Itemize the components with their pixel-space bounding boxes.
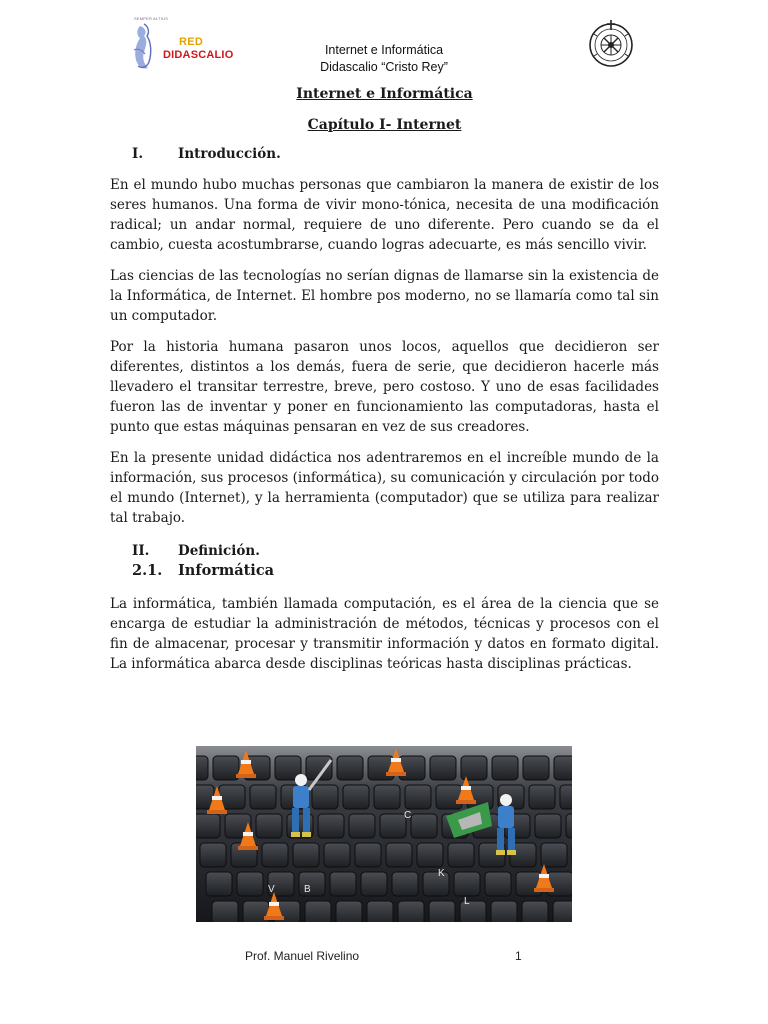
keyboard-key	[399, 756, 425, 780]
cristo-rey-seal-icon	[586, 18, 636, 70]
keyboard-key	[523, 756, 549, 780]
keyboard-key	[349, 814, 375, 838]
keyboard-photo-illustration	[196, 746, 572, 922]
section-number: 2.1.	[132, 562, 163, 579]
keyboard-key	[212, 901, 238, 922]
document-body	[110, 84, 659, 674]
keyboard-key	[324, 843, 350, 867]
keyboard-key	[299, 872, 325, 896]
keyboard-key	[256, 814, 282, 838]
keyboard-key	[237, 872, 263, 896]
section-label: Introducción.	[178, 146, 281, 162]
keyboard-key	[262, 843, 288, 867]
keyboard-key	[454, 872, 480, 896]
keyboard-workers-photo	[196, 746, 572, 922]
keyboard-key	[411, 814, 437, 838]
keyboard-key	[250, 785, 276, 809]
keyboard-key	[492, 756, 518, 780]
keyboard-key	[392, 872, 418, 896]
keyboard-key	[367, 901, 393, 922]
keyboard-key	[535, 814, 561, 838]
keyboard-key	[374, 785, 400, 809]
paragraph: En la presente unidad didáctica nos adentraremos en el increíble mundo de la información, sus procesos (informática), su comunicación y circulación por todo el mundo (Internet), y la herramienta (computador) que se utiliza para realizar tal trabajo.	[110, 450, 659, 526]
key-letter: C	[404, 810, 412, 821]
section-heading-introduccion	[110, 144, 659, 164]
keyboard-key	[529, 785, 555, 809]
keyboard-key	[547, 872, 572, 896]
section-label: Informática	[178, 562, 275, 579]
keyboard-key	[330, 872, 356, 896]
keyboard-key	[436, 785, 462, 809]
keyboard-key	[355, 843, 381, 867]
keyboard-key	[423, 872, 449, 896]
key-letter: B	[304, 884, 311, 895]
keyboard-key	[554, 756, 572, 780]
keyboard-key	[429, 901, 455, 922]
document-title: Internet e Informática	[296, 86, 473, 102]
subsection-heading-informatica	[110, 561, 659, 581]
keyboard-key	[398, 901, 424, 922]
header-line-1: Internet e Informática	[324, 43, 444, 57]
keyboard-key	[417, 843, 443, 867]
keyboard-key	[200, 843, 226, 867]
section-label: Definición.	[178, 543, 260, 559]
keyboard-key	[566, 814, 572, 838]
key-letter: L	[464, 896, 470, 907]
keyboard-key	[318, 814, 344, 838]
key-letter: K	[438, 868, 445, 879]
paragraph: Por la historia humana pasaron unos locos, aquellos que decidieron ser diferentes, distintos a los demás, fuera de serie, que decidieron hacerle más llevadero el transitar terrestre, breve, pero costoso. Y uno de esas facilidades fueron las de inventar y poner en funcionamiento las computadoras, hasta el punto que estas máquinas pensaran en vez de sus creadores.	[110, 339, 659, 435]
keyboard-key	[522, 901, 548, 922]
logo-line-didascalio: DIDASCALIO	[163, 49, 234, 61]
logo-line-red: RED	[179, 36, 204, 48]
paragraph: En el mundo hubo muchas personas que cambiaron la manera de existir de los seres humanos. Una forma de vivir mono-tónica, necesita de una modificación radical; un andar normal, requiere de uno diferente. Pero cuando se da el cambio, cuesta acostumbrarse, cuando logras adecuarte, es más sencillo vivir.	[110, 177, 659, 253]
keyboard-key	[312, 785, 338, 809]
keyboard-key	[293, 843, 319, 867]
header-text	[0, 42, 768, 76]
keyboard-key	[386, 843, 412, 867]
paragraph: La informática, también llamada computación, es el área de la ciencia que se encarga de estudiar la administración de métodos, técnicas y procesos con el fin de almacenar, procesar y transmitir información y datos en formato digital. La informática abarca desde disciplinas teóricas hasta disciplinas prácticas.	[110, 596, 659, 672]
keyboard-key	[343, 785, 369, 809]
header-line-2: Didascalio “Cristo Rey”	[320, 60, 448, 74]
section-number: II.	[132, 543, 150, 559]
page-number: 1	[515, 949, 522, 963]
keyboard-key	[491, 901, 517, 922]
keyboard-key	[405, 785, 431, 809]
chapter-title: Capítulo I- Internet	[307, 117, 462, 133]
section-number: I.	[132, 146, 144, 162]
key-letter: V	[268, 884, 275, 895]
section-heading-definicion	[110, 541, 659, 561]
paragraph: Las ciencias de las tecnologías no serían dignas de llamarse sin la existencia de la Informática, de Internet. El hombre pos moderno, no se llamaría como tal sin un computador.	[110, 268, 659, 324]
keyboard-key	[541, 843, 567, 867]
keyboard-key	[213, 756, 239, 780]
keyboard-key	[553, 901, 572, 922]
keyboard-key	[448, 843, 474, 867]
keyboard-key	[485, 872, 511, 896]
keyboard-key	[430, 756, 456, 780]
keyboard-key	[337, 756, 363, 780]
keyboard-key	[305, 901, 331, 922]
keyboard-key	[461, 756, 487, 780]
keyboard-key	[196, 756, 208, 780]
keyboard-key	[336, 901, 362, 922]
keyboard-key	[560, 785, 572, 809]
keyboard-key	[361, 872, 387, 896]
footer-author: Prof. Manuel Rivelino	[245, 949, 360, 963]
logo-motto: SEMPER ALTIUS	[134, 16, 169, 21]
keyboard-key	[196, 814, 220, 838]
keyboard-key	[206, 872, 232, 896]
keyboard-key	[380, 814, 406, 838]
page-header	[0, 0, 768, 90]
